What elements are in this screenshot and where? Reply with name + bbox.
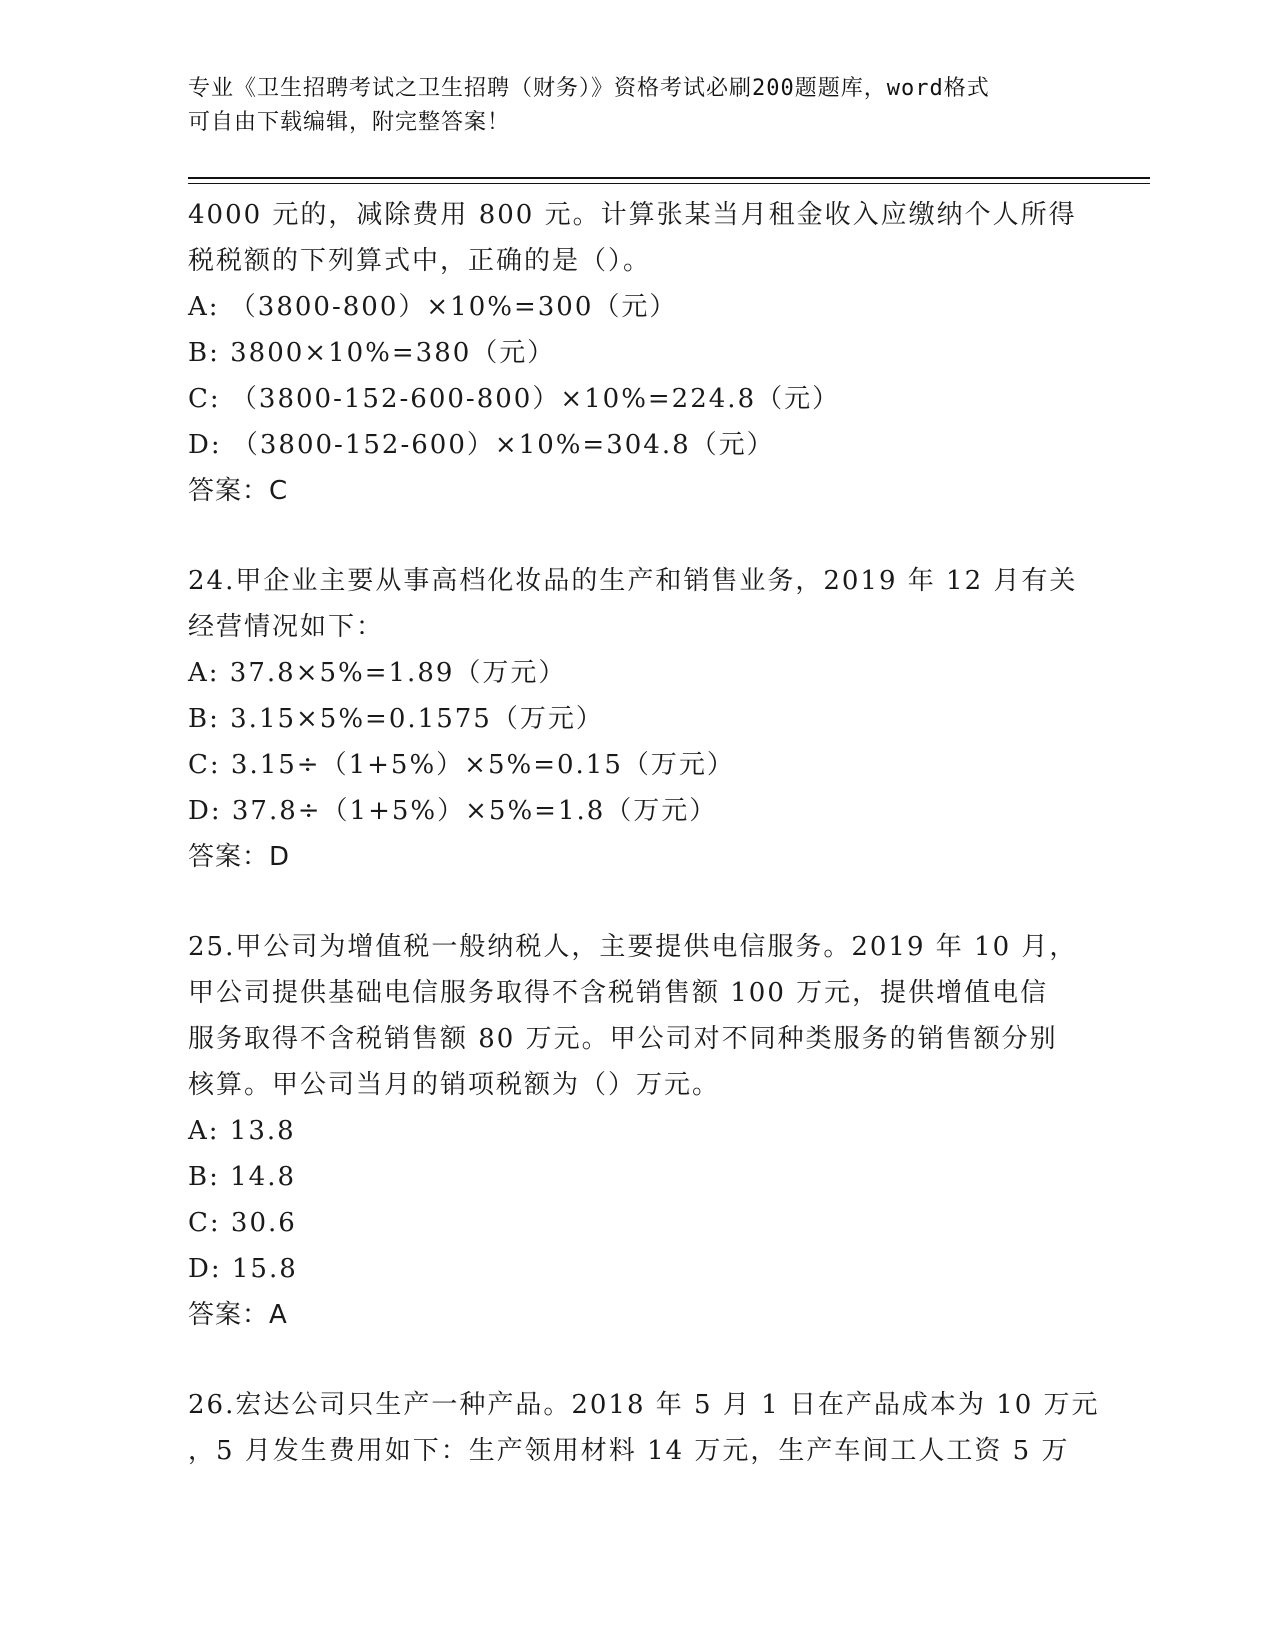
option-b: B: 3.15×5%=0.1575（万元） — [188, 704, 604, 734]
option-d: D: 37.8÷（1+5%）×5%=1.8（万元） — [188, 796, 718, 826]
question-block — [188, 558, 1088, 880]
header-divider-thin — [188, 183, 1150, 184]
header-title-line-2: 可自由下载编辑，附完整答案！ — [188, 110, 511, 135]
option-b: B: 14.8 — [188, 1162, 297, 1192]
question-stem-line: 4000 元的，减除费用 800 元。计算张某当月租金收入应缴纳个人所得 — [188, 200, 1077, 230]
question-stem-line: 经营情况如下： — [188, 612, 385, 642]
option-c: C: 30.6 — [188, 1208, 297, 1238]
option-a: A: （3800-800）×10%=300（元） — [188, 292, 678, 322]
question-block — [188, 1382, 1100, 1474]
question-stem-line: 税税额的下列算式中，正确的是（）。 — [188, 246, 652, 276]
question-spacer — [188, 1338, 1088, 1382]
option-a: A: 13.8 — [188, 1116, 296, 1146]
option-a: A: 37.8×5%=1.89（万元） — [188, 658, 567, 688]
option-b: B: 3800×10%=380（元） — [188, 338, 556, 368]
question-stem-line: 服务取得不含税销售额 80 万元。甲公司对不同种类服务的销售额分别 — [188, 1024, 1058, 1054]
question-spacer — [188, 880, 1088, 924]
question-stem-line: 25.甲公司为增值税一般纳税人，主要提供电信服务。2019 年 10 月， — [188, 932, 1078, 962]
question-stem-line: 核算。甲公司当月的销项税额为（）万元。 — [188, 1070, 721, 1100]
option-c: C: （3800-152-600-800）×10%=224.8（元） — [188, 384, 841, 414]
question-stem-line: ，5 月发生费用如下：生产领用材料 14 万元，生产车间工人工资 5 万 — [188, 1436, 1070, 1466]
answer-line: 答案：A — [188, 1300, 288, 1330]
question-spacer — [188, 514, 1088, 558]
header-divider-thick — [188, 177, 1150, 179]
question-stem-line: 24.甲企业主要从事高档化妆品的生产和销售业务，2019 年 12 月有关 — [188, 566, 1078, 596]
answer-line: 答案：D — [188, 842, 291, 872]
document-header — [188, 72, 1068, 140]
option-d: D: 15.8 — [188, 1254, 298, 1284]
question-block — [188, 924, 1088, 1338]
question-block — [188, 192, 1088, 514]
question-stem-line: 26.宏达公司只生产一种产品。2018 年 5 月 1 日在产品成本为 10 万元 — [188, 1390, 1100, 1420]
answer-line: 答案：C — [188, 476, 289, 506]
header-title-line-1: 专业《卫生招聘考试之卫生招聘（财务）》资格考试必刷200题题库，word格式 — [188, 76, 990, 101]
option-c: C: 3.15÷（1+5%）×5%=0.15（万元） — [188, 750, 735, 780]
question-stem-line: 甲公司提供基础电信服务取得不含税销售额 100 万元，提供增值电信 — [188, 978, 1049, 1008]
option-d: D: （3800-152-600）×10%=304.8（元） — [188, 430, 775, 460]
question-list — [188, 192, 1100, 1474]
